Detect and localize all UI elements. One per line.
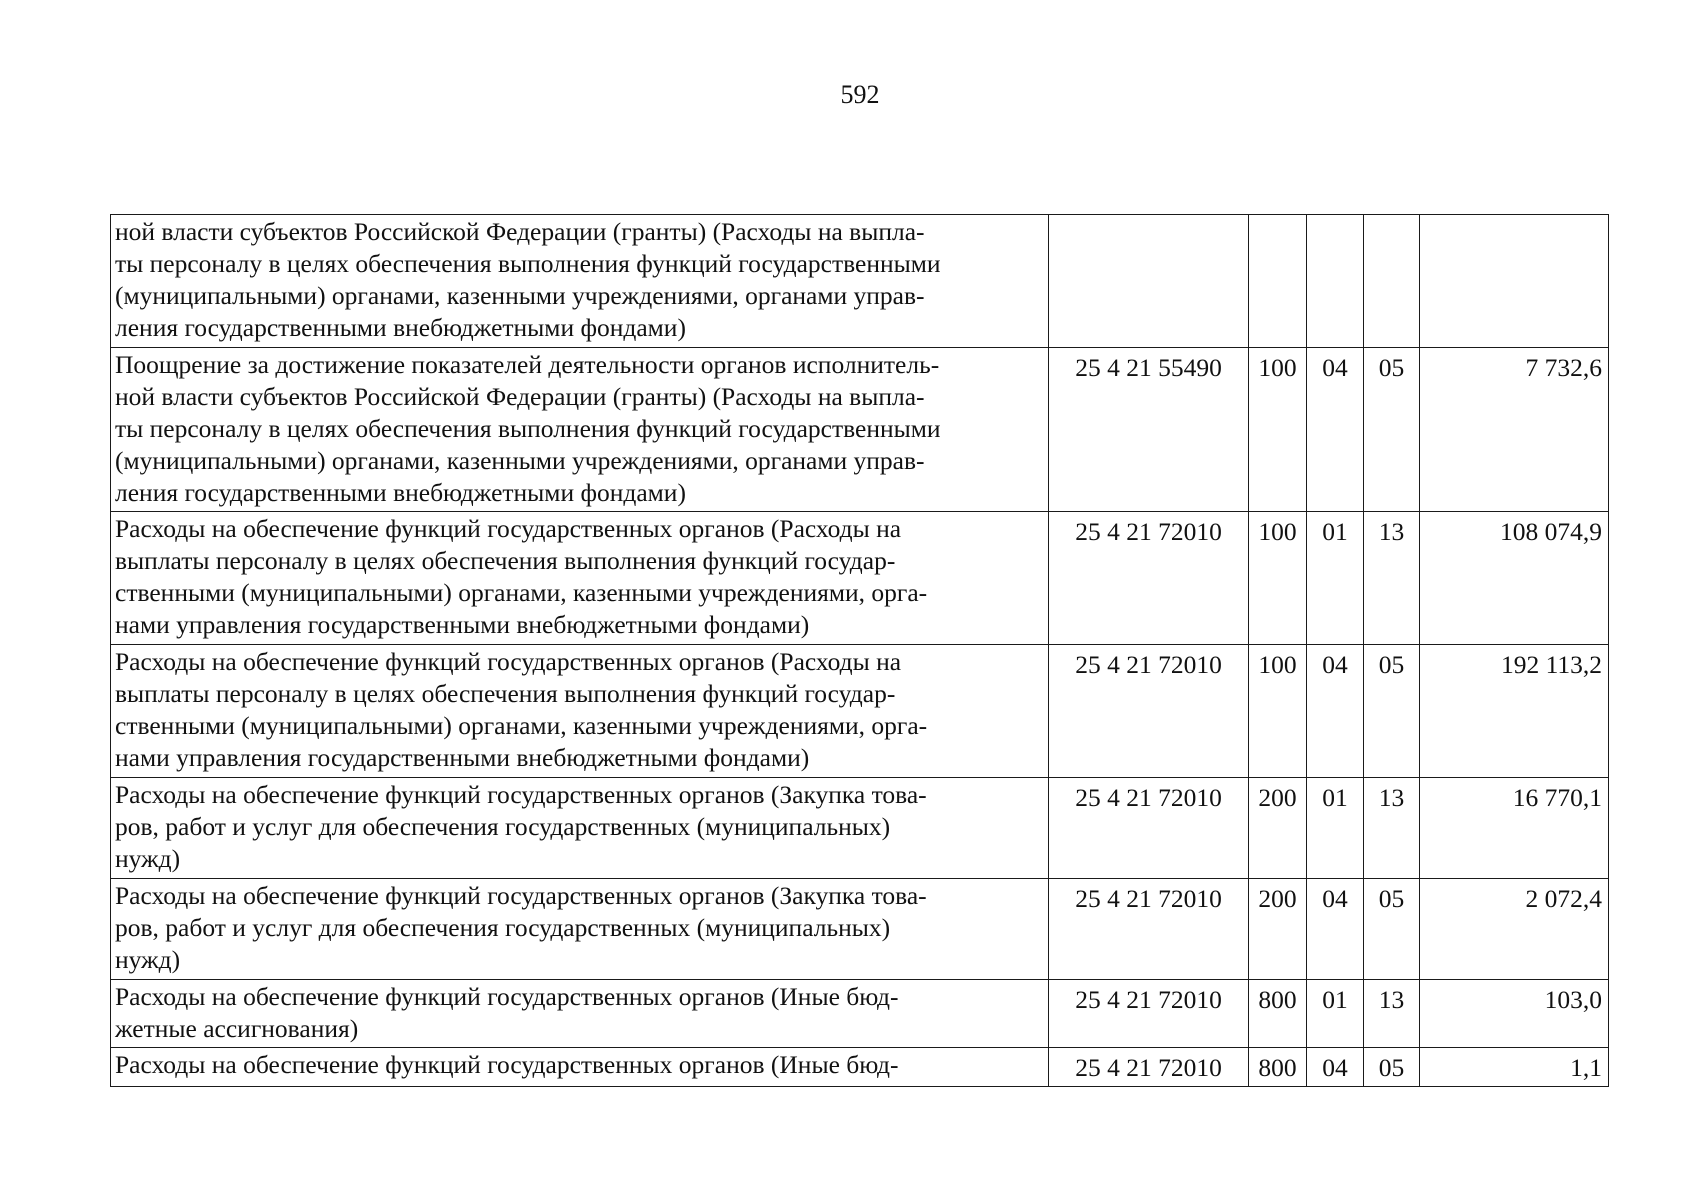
expense-type-code: 100 xyxy=(1249,512,1307,645)
section-code: 01 xyxy=(1307,512,1364,645)
section-code: 04 xyxy=(1307,348,1364,512)
target-article-code: 25 4 21 72010 xyxy=(1049,980,1249,1048)
expense-type-code: 800 xyxy=(1249,980,1307,1048)
subsection-code: 05 xyxy=(1364,348,1420,512)
subsection-code: 13 xyxy=(1364,512,1420,645)
target-article-code xyxy=(1049,215,1249,348)
table-row xyxy=(111,215,1609,348)
table-row xyxy=(111,512,1609,645)
section-code: 01 xyxy=(1307,778,1364,879)
section-code: 04 xyxy=(1307,1048,1364,1087)
expense-type-code: 100 xyxy=(1249,645,1307,778)
budget-table xyxy=(110,214,1609,1087)
amount: 7 732,6 xyxy=(1420,348,1609,512)
section-code xyxy=(1307,215,1364,348)
amount: 108 074,9 xyxy=(1420,512,1609,645)
amount: 1,1 xyxy=(1420,1048,1609,1087)
row-description: ной власти субъектов Российской Федерации (гранты) (Расходы на выпла- ты персоналу в целях обеспечения выполнения функций государственными (муниципальными) органами, казенными учреждениями, органами управ- ления государственными внебюджетными фондами) xyxy=(111,215,1049,348)
table-row xyxy=(111,778,1609,879)
amount: 16 770,1 xyxy=(1420,778,1609,879)
table-row xyxy=(111,1048,1609,1087)
target-article-code: 25 4 21 72010 xyxy=(1049,778,1249,879)
expense-type-code: 200 xyxy=(1249,778,1307,879)
row-description: Расходы на обеспечение функций государственных органов (Закупка това- ров, работ и услуг для обеспечения государственных (муниципальных) нужд) xyxy=(111,778,1049,879)
amount xyxy=(1420,215,1609,348)
target-article-code: 25 4 21 72010 xyxy=(1049,1048,1249,1087)
expense-type-code: 100 xyxy=(1249,348,1307,512)
row-description: Расходы на обеспечение функций государственных органов (Расходы на выплаты персоналу в целях обеспечения выполнения функций государ- ственными (муниципальными) органами, казенными учреждениями, орга- нами управления государственными внебюджетными фондами) xyxy=(111,645,1049,778)
target-article-code: 25 4 21 72010 xyxy=(1049,512,1249,645)
subsection-code xyxy=(1364,215,1420,348)
table-row xyxy=(111,980,1609,1048)
table-row xyxy=(111,348,1609,512)
expense-type-code xyxy=(1249,215,1307,348)
target-article-code: 25 4 21 72010 xyxy=(1049,879,1249,980)
section-code: 04 xyxy=(1307,645,1364,778)
row-description: Расходы на обеспечение функций государственных органов (Закупка това- ров, работ и услуг для обеспечения государственных (муниципальных) нужд) xyxy=(111,879,1049,980)
target-article-code: 25 4 21 72010 xyxy=(1049,645,1249,778)
subsection-code: 05 xyxy=(1364,645,1420,778)
section-code: 04 xyxy=(1307,879,1364,980)
subsection-code: 13 xyxy=(1364,778,1420,879)
target-article-code: 25 4 21 55490 xyxy=(1049,348,1249,512)
row-description: Поощрение за достижение показателей деятельности органов исполнитель- ной власти субъектов Российской Федерации (гранты) (Расходы на выпла- ты персоналу в целях обеспечения выполнения функций государственными (муниципальными) органами, казенными учреждениями, органами управ- ления государственными внебюджетными фондами) xyxy=(111,348,1049,512)
table-row xyxy=(111,879,1609,980)
row-description: Расходы на обеспечение функций государственных органов (Расходы на выплаты персоналу в целях обеспечения выполнения функций государ- ственными (муниципальными) органами, казенными учреждениями, орга- нами управления государственными внебюджетными фондами) xyxy=(111,512,1049,645)
section-code: 01 xyxy=(1307,980,1364,1048)
subsection-code: 05 xyxy=(1364,879,1420,980)
table-row xyxy=(111,645,1609,778)
page-number: 592 xyxy=(840,80,880,109)
expense-type-code: 200 xyxy=(1249,879,1307,980)
amount: 192 113,2 xyxy=(1420,645,1609,778)
subsection-code: 05 xyxy=(1364,1048,1420,1087)
row-description: Расходы на обеспечение функций государственных органов (Иные бюд- xyxy=(111,1048,1049,1087)
amount: 2 072,4 xyxy=(1420,879,1609,980)
amount: 103,0 xyxy=(1420,980,1609,1048)
subsection-code: 13 xyxy=(1364,980,1420,1048)
expense-type-code: 800 xyxy=(1249,1048,1307,1087)
row-description: Расходы на обеспечение функций государственных органов (Иные бюд- жетные ассигнования) xyxy=(111,980,1049,1048)
